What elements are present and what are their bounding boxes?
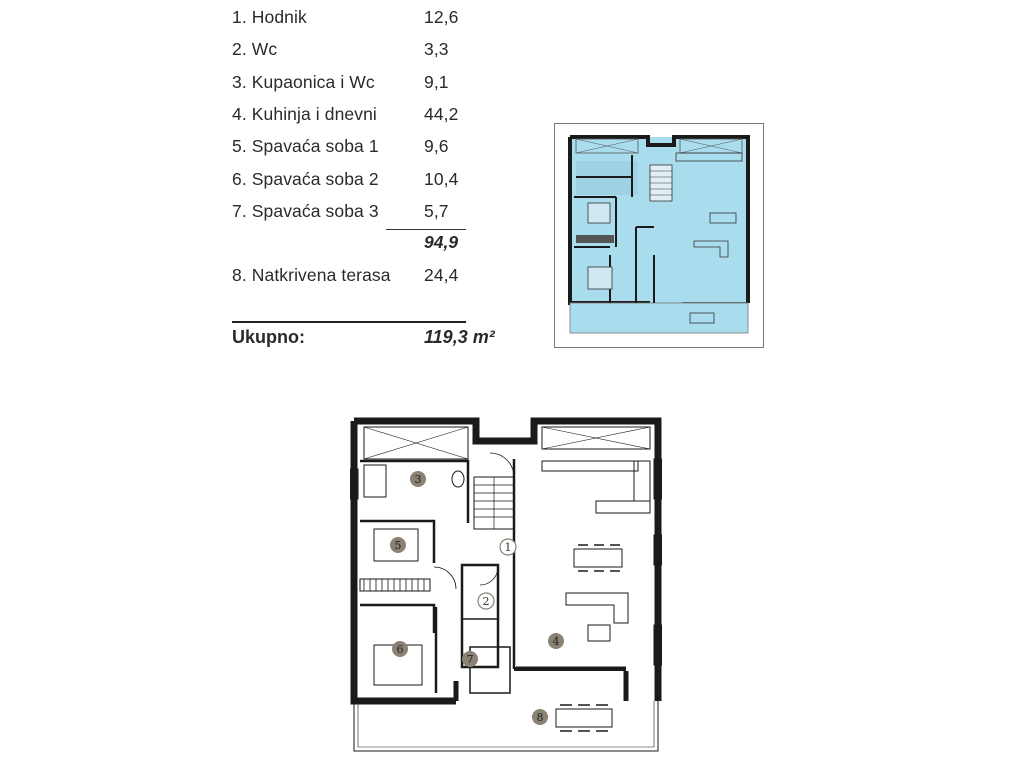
svg-text:6: 6	[396, 643, 404, 656]
floor-plan-thumbnail	[554, 123, 764, 348]
subtotal-value: 94,9	[424, 232, 459, 252]
room-marker	[410, 471, 426, 487]
room-area: 44,2	[424, 104, 459, 124]
total-divider	[232, 321, 466, 323]
svg-text:5: 5	[394, 539, 402, 552]
room-area: 9,1	[424, 72, 449, 92]
room-marker	[548, 633, 564, 649]
total-label: Ukupno:	[232, 327, 305, 347]
svg-text:8: 8	[536, 711, 544, 724]
room-area: 9,6	[424, 136, 449, 156]
svg-text:1: 1	[504, 541, 512, 554]
room-name: 4. Kuhinja i dnevni	[232, 104, 377, 124]
room-name: 3. Kupaonica i Wc	[232, 72, 375, 92]
subtotal-divider	[386, 229, 466, 230]
room-name: 5. Spavaća soba 1	[232, 136, 379, 156]
room-marker	[390, 537, 406, 553]
room-area: 12,6	[424, 7, 459, 27]
room-marker	[478, 593, 494, 609]
room-area: 10,4	[424, 169, 459, 189]
svg-text:3: 3	[414, 473, 422, 486]
room-marker	[462, 651, 478, 667]
svg-text:7: 7	[466, 653, 474, 666]
floor-plan	[350, 417, 662, 753]
room-name: 1. Hodnik	[232, 7, 307, 27]
room-area: 3,3	[424, 39, 449, 59]
room-area: 5,7	[424, 201, 449, 221]
room-marker	[500, 539, 516, 555]
total-value: 119,3 m²	[424, 327, 495, 347]
svg-text:4: 4	[552, 635, 560, 648]
room-marker	[532, 709, 548, 725]
terrace-name: 8. Natkrivena terasa	[232, 265, 391, 285]
room-name: 2. Wc	[232, 39, 278, 59]
room-name: 7. Spavaća soba 3	[232, 201, 379, 221]
room-name: 6. Spavaća soba 2	[232, 169, 379, 189]
svg-text:2: 2	[482, 595, 490, 608]
room-marker	[392, 641, 408, 657]
terrace-area: 24,4	[424, 265, 459, 285]
